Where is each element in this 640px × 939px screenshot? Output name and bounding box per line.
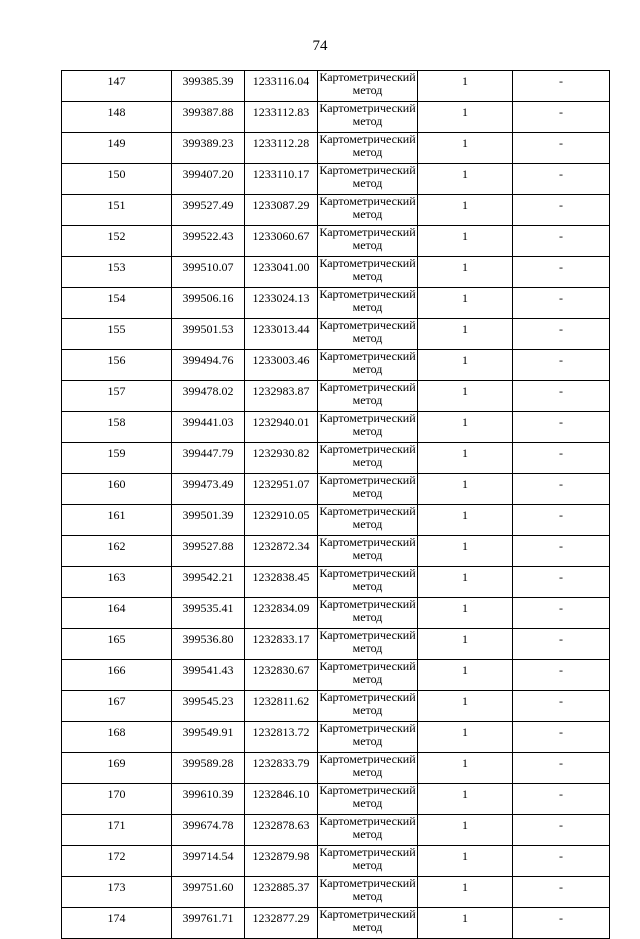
accuracy-cell: 1 [418, 536, 513, 567]
point-number-cell: 153 [62, 257, 172, 288]
accuracy-cell: 1 [418, 908, 513, 939]
method-cell: Картометрический метод [318, 908, 418, 939]
point-number-cell: 148 [62, 102, 172, 133]
point-number-cell: 171 [62, 815, 172, 846]
method-cell: Картометрический метод [318, 102, 418, 133]
y-coordinate-cell: 1233110.17 [245, 164, 318, 195]
description-cell: - [513, 71, 610, 102]
x-coordinate-cell: 399674.78 [172, 815, 245, 846]
x-coordinate-cell: 399527.88 [172, 536, 245, 567]
method-cell: Картометрический метод [318, 350, 418, 381]
accuracy-cell: 1 [418, 784, 513, 815]
table-row [62, 164, 610, 195]
table-row [62, 71, 610, 102]
accuracy-cell: 1 [418, 133, 513, 164]
point-number-cell: 164 [62, 598, 172, 629]
point-number-cell: 167 [62, 691, 172, 722]
x-coordinate-cell: 399447.79 [172, 443, 245, 474]
x-coordinate-cell: 399385.39 [172, 71, 245, 102]
accuracy-cell: 1 [418, 319, 513, 350]
accuracy-cell: 1 [418, 102, 513, 133]
x-coordinate-cell: 399527.49 [172, 195, 245, 226]
method-cell: Картометрический метод [318, 71, 418, 102]
point-number-cell: 150 [62, 164, 172, 195]
accuracy-cell: 1 [418, 474, 513, 505]
y-coordinate-cell: 1233013.44 [245, 319, 318, 350]
x-coordinate-cell: 399473.49 [172, 474, 245, 505]
y-coordinate-cell: 1232940.01 [245, 412, 318, 443]
y-coordinate-cell: 1232930.82 [245, 443, 318, 474]
point-number-cell: 157 [62, 381, 172, 412]
table-row [62, 629, 610, 660]
description-cell: - [513, 660, 610, 691]
y-coordinate-cell: 1232833.17 [245, 629, 318, 660]
x-coordinate-cell: 399761.71 [172, 908, 245, 939]
table-row [62, 381, 610, 412]
method-cell: Картометрический метод [318, 257, 418, 288]
table-row [62, 257, 610, 288]
method-cell: Картометрический метод [318, 319, 418, 350]
accuracy-cell: 1 [418, 877, 513, 908]
table-row [62, 350, 610, 381]
x-coordinate-cell: 399506.16 [172, 288, 245, 319]
accuracy-cell: 1 [418, 288, 513, 319]
point-number-cell: 152 [62, 226, 172, 257]
x-coordinate-cell: 399510.07 [172, 257, 245, 288]
x-coordinate-cell: 399389.23 [172, 133, 245, 164]
table-row [62, 691, 610, 722]
accuracy-cell: 1 [418, 412, 513, 443]
x-coordinate-cell: 399541.43 [172, 660, 245, 691]
x-coordinate-cell: 399522.43 [172, 226, 245, 257]
description-cell: - [513, 505, 610, 536]
x-coordinate-cell: 399441.03 [172, 412, 245, 443]
table-row [62, 877, 610, 908]
point-number-cell: 159 [62, 443, 172, 474]
table-row [62, 908, 610, 939]
point-number-cell: 173 [62, 877, 172, 908]
y-coordinate-cell: 1233112.83 [245, 102, 318, 133]
table-row [62, 412, 610, 443]
description-cell: - [513, 381, 610, 412]
point-number-cell: 151 [62, 195, 172, 226]
x-coordinate-cell: 399751.60 [172, 877, 245, 908]
y-coordinate-cell: 1232830.67 [245, 660, 318, 691]
table-row [62, 102, 610, 133]
method-cell: Картометрический метод [318, 443, 418, 474]
method-cell: Картометрический метод [318, 846, 418, 877]
description-cell: - [513, 629, 610, 660]
accuracy-cell: 1 [418, 629, 513, 660]
table-row [62, 846, 610, 877]
point-number-cell: 155 [62, 319, 172, 350]
method-cell: Картометрический метод [318, 598, 418, 629]
method-cell: Картометрический метод [318, 164, 418, 195]
accuracy-cell: 1 [418, 660, 513, 691]
method-cell: Картометрический метод [318, 660, 418, 691]
y-coordinate-cell: 1232885.37 [245, 877, 318, 908]
x-coordinate-cell: 399494.76 [172, 350, 245, 381]
description-cell: - [513, 319, 610, 350]
accuracy-cell: 1 [418, 567, 513, 598]
description-cell: - [513, 133, 610, 164]
method-cell: Картометрический метод [318, 381, 418, 412]
point-number-cell: 154 [62, 288, 172, 319]
table-row [62, 753, 610, 784]
point-number-cell: 172 [62, 846, 172, 877]
description-cell: - [513, 350, 610, 381]
method-cell: Картометрический метод [318, 877, 418, 908]
table-row [62, 567, 610, 598]
accuracy-cell: 1 [418, 226, 513, 257]
y-coordinate-cell: 1232846.10 [245, 784, 318, 815]
y-coordinate-cell: 1232833.79 [245, 753, 318, 784]
description-cell: - [513, 536, 610, 567]
method-cell: Картометрический метод [318, 753, 418, 784]
point-number-cell: 160 [62, 474, 172, 505]
y-coordinate-cell: 1232877.29 [245, 908, 318, 939]
table-row [62, 319, 610, 350]
table-row [62, 195, 610, 226]
description-cell: - [513, 784, 610, 815]
x-coordinate-cell: 399549.91 [172, 722, 245, 753]
description-cell: - [513, 474, 610, 505]
method-cell: Картометрический метод [318, 195, 418, 226]
y-coordinate-cell: 1233116.04 [245, 71, 318, 102]
y-coordinate-cell: 1233087.29 [245, 195, 318, 226]
point-number-cell: 168 [62, 722, 172, 753]
accuracy-cell: 1 [418, 598, 513, 629]
x-coordinate-cell: 399589.28 [172, 753, 245, 784]
page-number: 74 [312, 38, 328, 54]
accuracy-cell: 1 [418, 443, 513, 474]
y-coordinate-cell: 1233112.28 [245, 133, 318, 164]
y-coordinate-cell: 1232983.87 [245, 381, 318, 412]
description-cell: - [513, 815, 610, 846]
table-row [62, 815, 610, 846]
table-row [62, 722, 610, 753]
x-coordinate-cell: 399545.23 [172, 691, 245, 722]
y-coordinate-cell: 1232879.98 [245, 846, 318, 877]
accuracy-cell: 1 [418, 815, 513, 846]
method-cell: Картометрический метод [318, 629, 418, 660]
point-number-cell: 156 [62, 350, 172, 381]
description-cell: - [513, 195, 610, 226]
accuracy-cell: 1 [418, 722, 513, 753]
method-cell: Картометрический метод [318, 226, 418, 257]
point-number-cell: 174 [62, 908, 172, 939]
method-cell: Картометрический метод [318, 691, 418, 722]
method-cell: Картометрический метод [318, 288, 418, 319]
point-number-cell: 162 [62, 536, 172, 567]
accuracy-cell: 1 [418, 381, 513, 412]
y-coordinate-cell: 1233041.00 [245, 257, 318, 288]
method-cell: Картометрический метод [318, 784, 418, 815]
method-cell: Картометрический метод [318, 815, 418, 846]
x-coordinate-cell: 399387.88 [172, 102, 245, 133]
y-coordinate-cell: 1232872.34 [245, 536, 318, 567]
description-cell: - [513, 443, 610, 474]
point-number-cell: 165 [62, 629, 172, 660]
description-cell: - [513, 226, 610, 257]
description-cell: - [513, 102, 610, 133]
coordinates-table [61, 70, 610, 939]
x-coordinate-cell: 399478.02 [172, 381, 245, 412]
accuracy-cell: 1 [418, 505, 513, 536]
method-cell: Картометрический метод [318, 474, 418, 505]
description-cell: - [513, 288, 610, 319]
description-cell: - [513, 908, 610, 939]
table-row [62, 660, 610, 691]
table-row [62, 474, 610, 505]
x-coordinate-cell: 399501.39 [172, 505, 245, 536]
x-coordinate-cell: 399407.20 [172, 164, 245, 195]
y-coordinate-cell: 1232813.72 [245, 722, 318, 753]
point-number-cell: 147 [62, 71, 172, 102]
x-coordinate-cell: 399542.21 [172, 567, 245, 598]
point-number-cell: 158 [62, 412, 172, 443]
description-cell: - [513, 598, 610, 629]
accuracy-cell: 1 [418, 257, 513, 288]
y-coordinate-cell: 1232838.45 [245, 567, 318, 598]
accuracy-cell: 1 [418, 691, 513, 722]
x-coordinate-cell: 399610.39 [172, 784, 245, 815]
coordinates-table-body [62, 71, 610, 939]
y-coordinate-cell: 1232834.09 [245, 598, 318, 629]
y-coordinate-cell: 1233024.13 [245, 288, 318, 319]
point-number-cell: 170 [62, 784, 172, 815]
accuracy-cell: 1 [418, 164, 513, 195]
point-number-cell: 169 [62, 753, 172, 784]
description-cell: - [513, 257, 610, 288]
point-number-cell: 166 [62, 660, 172, 691]
y-coordinate-cell: 1233060.67 [245, 226, 318, 257]
description-cell: - [513, 691, 610, 722]
description-cell: - [513, 753, 610, 784]
y-coordinate-cell: 1233003.46 [245, 350, 318, 381]
table-row [62, 443, 610, 474]
accuracy-cell: 1 [418, 195, 513, 226]
y-coordinate-cell: 1232878.63 [245, 815, 318, 846]
table-row [62, 536, 610, 567]
table-row [62, 505, 610, 536]
accuracy-cell: 1 [418, 753, 513, 784]
x-coordinate-cell: 399714.54 [172, 846, 245, 877]
table-row [62, 226, 610, 257]
table-row [62, 288, 610, 319]
description-cell: - [513, 722, 610, 753]
method-cell: Картометрический метод [318, 505, 418, 536]
method-cell: Картометрический метод [318, 536, 418, 567]
accuracy-cell: 1 [418, 71, 513, 102]
method-cell: Картометрический метод [318, 412, 418, 443]
point-number-cell: 163 [62, 567, 172, 598]
x-coordinate-cell: 399501.53 [172, 319, 245, 350]
description-cell: - [513, 412, 610, 443]
method-cell: Картометрический метод [318, 133, 418, 164]
point-number-cell: 161 [62, 505, 172, 536]
description-cell: - [513, 846, 610, 877]
y-coordinate-cell: 1232951.07 [245, 474, 318, 505]
table-row [62, 784, 610, 815]
description-cell: - [513, 567, 610, 598]
y-coordinate-cell: 1232910.05 [245, 505, 318, 536]
y-coordinate-cell: 1232811.62 [245, 691, 318, 722]
x-coordinate-cell: 399535.41 [172, 598, 245, 629]
table-row [62, 133, 610, 164]
description-cell: - [513, 164, 610, 195]
x-coordinate-cell: 399536.80 [172, 629, 245, 660]
method-cell: Картометрический метод [318, 567, 418, 598]
table-row [62, 598, 610, 629]
description-cell: - [513, 877, 610, 908]
accuracy-cell: 1 [418, 846, 513, 877]
point-number-cell: 149 [62, 133, 172, 164]
method-cell: Картометрический метод [318, 722, 418, 753]
accuracy-cell: 1 [418, 350, 513, 381]
